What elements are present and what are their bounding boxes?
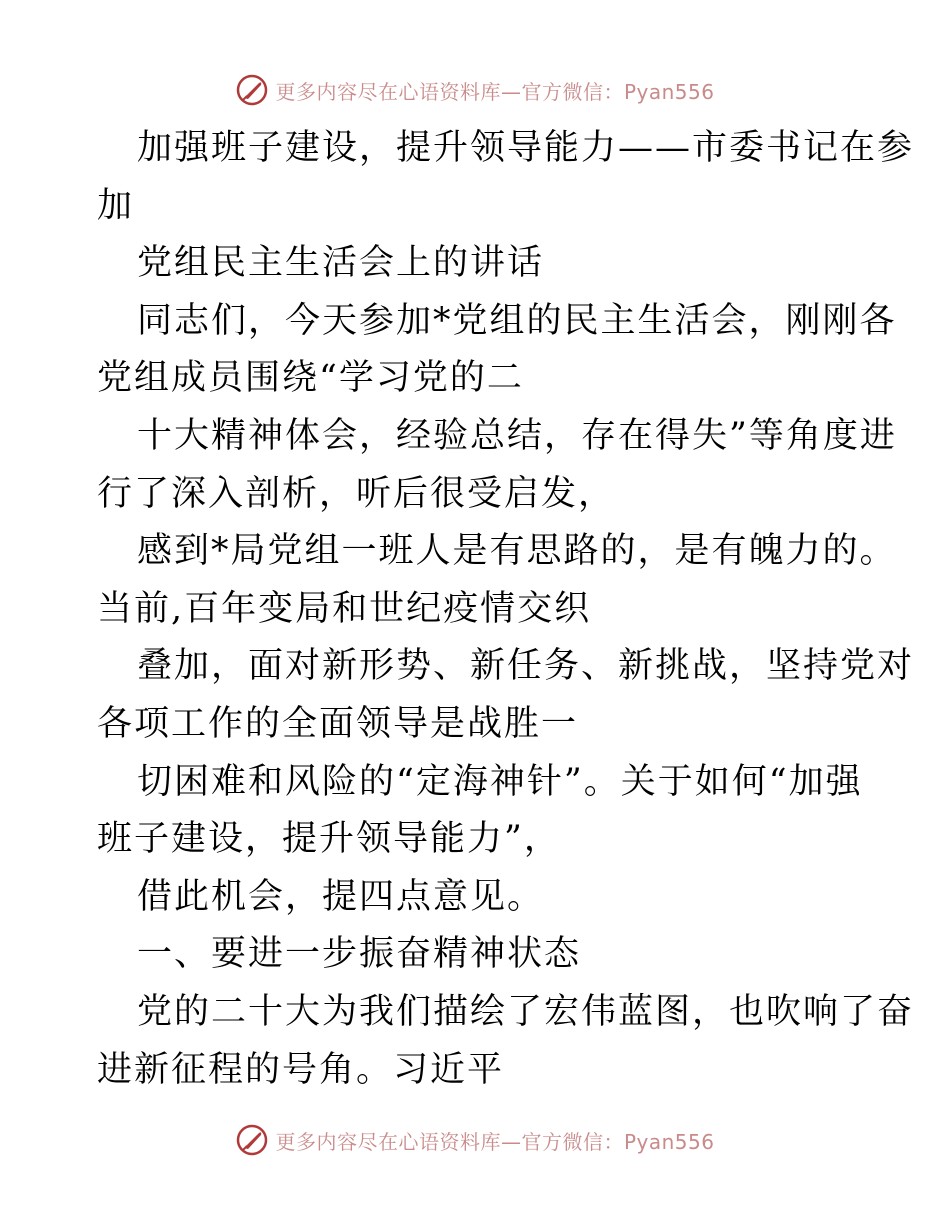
text-line: 党的二十大为我们描绘了宏伟蓝图，也吹响了奋: [137, 991, 915, 1032]
header-banner: [0, 70, 950, 110]
text-line: 班子建设，提升领导能力”，: [97, 819, 561, 860]
text-line: 叠加，面对新形势、新任务、新挑战，坚持党对: [137, 646, 915, 687]
text-line: 加强班子建设，提升领导能力——市委书记在参: [137, 128, 915, 168]
text-line: 借此机会，提四点意见。: [137, 876, 545, 917]
text-line: 当前,百年变局和世纪疫情交织: [97, 588, 592, 629]
footer-banner-content: [235, 1123, 714, 1157]
header-banner-content: [235, 73, 714, 107]
text-line: 十大精神体会，经验总结，存在得失”等角度进: [137, 415, 897, 456]
text-line: 行了深入剖析，听后很受启发，: [97, 473, 616, 514]
document-body: [97, 120, 915, 1099]
feather-pen-logo-icon: [235, 1123, 269, 1157]
text-line: 切困难和风险的“定海神针”。关于如何“加强: [137, 761, 863, 802]
text-line: 同志们，今天参加*党组的民主生活会，刚刚各: [137, 300, 897, 341]
text-line: 党组民主生活会上的讲话: [137, 243, 545, 284]
section-heading: 一、要进一步振奋精神状态: [137, 934, 582, 975]
text-line: 各项工作的全面领导是战胜一: [97, 703, 579, 744]
text-line: 党组成员围绕“学习党的二: [97, 358, 524, 399]
text-line: 加: [97, 185, 135, 226]
text-line: 感到*局党组一班人是有思路的，是有魄力的。: [137, 531, 897, 572]
text-line: 进新征程的号角。习近平: [97, 1049, 505, 1090]
footer-banner: [0, 1120, 950, 1160]
feather-pen-logo-icon: [235, 73, 269, 107]
footer-banner-text: 更多内容尽在心语资料库—官方微信：Pyan556: [275, 1129, 715, 1154]
header-banner-text: 更多内容尽在心语资料库—官方微信：Pyan556: [275, 79, 715, 104]
